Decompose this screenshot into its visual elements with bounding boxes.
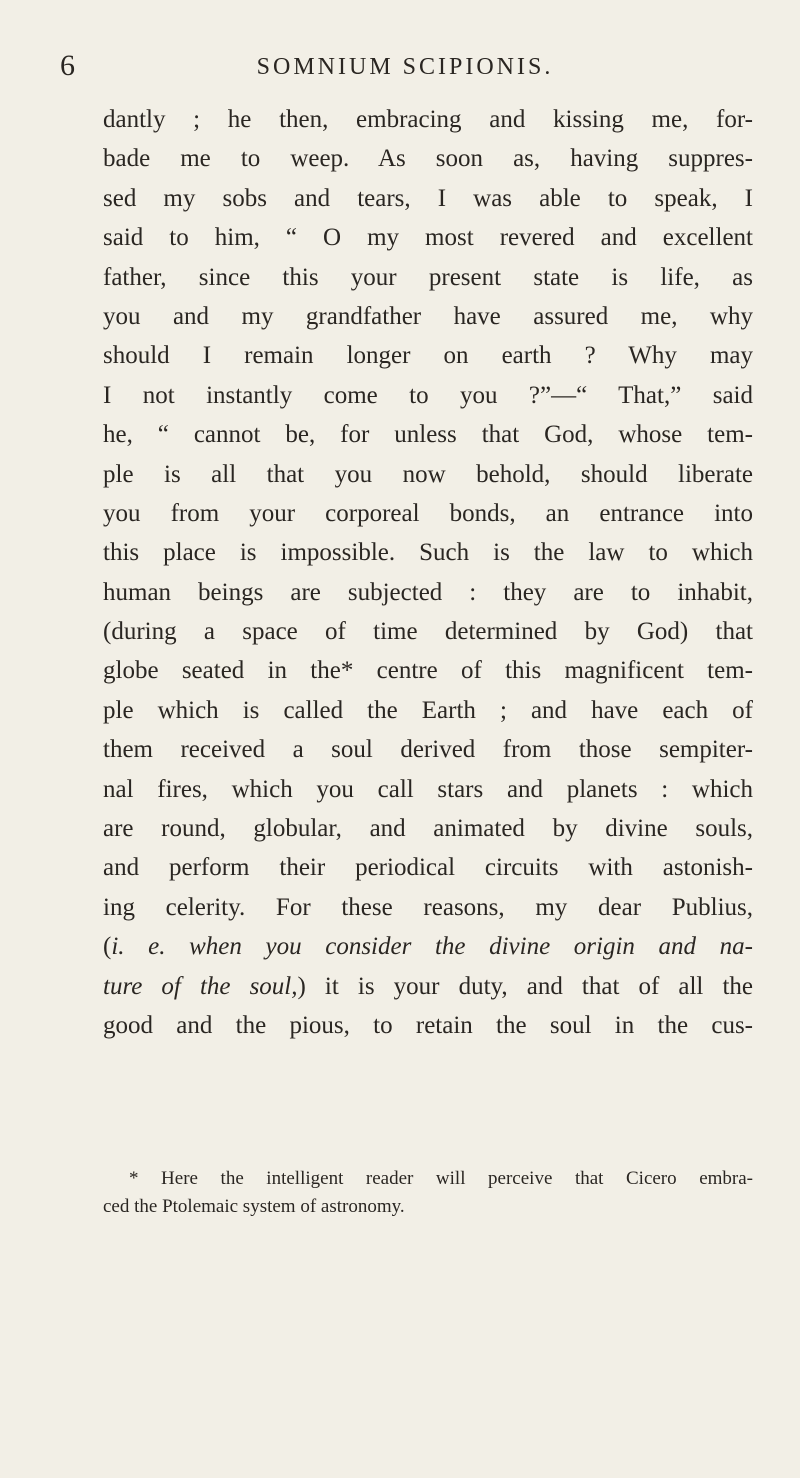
text-line: should I remain longer on earth ? Why may (103, 342, 753, 370)
text-line: you from your corporeal bonds, an entrance into (103, 499, 753, 527)
text-line: I not instantly come to you ?”—“ That,” said (103, 381, 753, 409)
text-line: globe seated in the* centre of this magnificent tem- (103, 657, 753, 685)
footnote (103, 1165, 753, 1221)
text-line: good and the pious, to retain the soul in the cus- (103, 1011, 753, 1039)
text-line: he, “ cannot be, for unless that God, whose tem- (103, 421, 753, 449)
text-line: bade me to weep. As soon as, having suppres- (103, 145, 753, 173)
page-number: 6 (60, 49, 75, 82)
running-head: SOMNIUM SCIPIONIS. (256, 54, 554, 80)
text-line: this place is impossible. Such is the law to which (103, 539, 753, 567)
footnote-line: * Here the intelligent reader will perceive that Cicero embra- (129, 1168, 753, 1189)
italic-phrase: ture of the soul, (103, 972, 298, 1000)
text-line: father, since this your present state is life, as (103, 263, 753, 291)
text-line: dantly ; he then, embracing and kissing me, for- (103, 106, 753, 133)
text-line: said to him, “ O my most revered and excellent (103, 224, 753, 252)
text-line: and perform their periodical circuits with astonish- (103, 854, 753, 882)
text-line: them received a soul derived from those sempiter- (103, 736, 753, 764)
text-line-italic (103, 927, 753, 966)
text-line: ing celerity. For these reasons, my dear Publius, (103, 893, 753, 921)
text-line: (during a space of time determined by God) that (103, 618, 753, 646)
footnote-line: ced the Ptolemaic system of astronomy. (103, 1196, 405, 1217)
paren-open: ( (103, 933, 112, 961)
italic-phrase: i. e. when you consider the divine origin and na- (111, 933, 753, 961)
text-line: human beings are subjected : they are to inhabit, (103, 578, 753, 606)
text-line: ple is all that you now behold, should liberate (103, 460, 753, 488)
text-rest: ) it is your duty, and that of all the (297, 972, 753, 1000)
page-header (60, 48, 750, 88)
body-text (103, 100, 753, 1045)
text-line: sed my sobs and tears, I was able to speak, I (103, 184, 753, 212)
text-line-italic (103, 967, 753, 1006)
text-line: are round, globular, and animated by divine souls, (103, 815, 753, 843)
text-line: nal fires, which you call stars and planets : which (103, 775, 753, 803)
text-line: ple which is called the Earth ; and have each of (103, 696, 753, 724)
text-line: you and my grandfather have assured me, why (103, 302, 753, 330)
